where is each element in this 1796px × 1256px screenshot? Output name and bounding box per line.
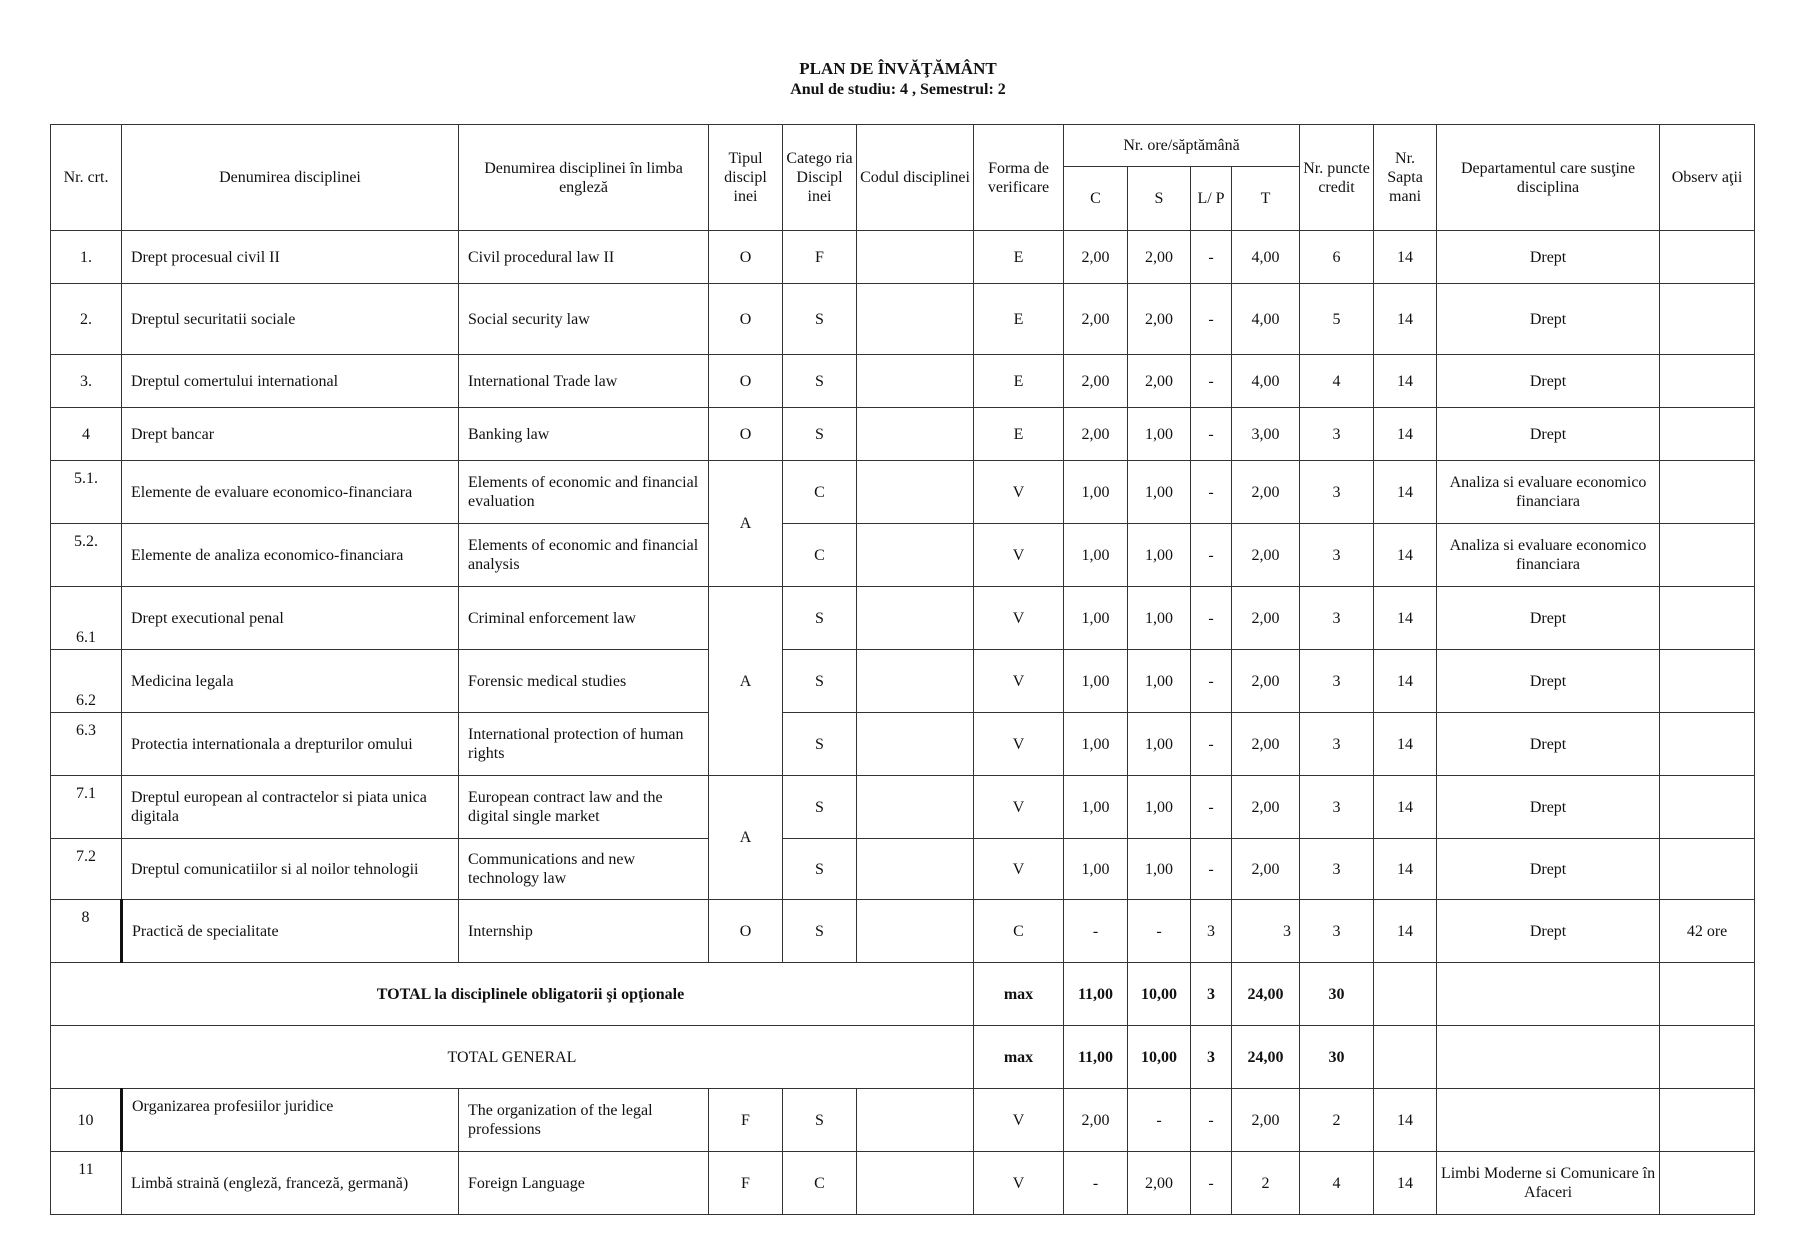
cell-departament: Drept <box>1437 650 1660 713</box>
cell-c: 2,00 <box>1064 1089 1128 1152</box>
cell-nr: 8 <box>51 900 122 963</box>
cell-lp: - <box>1191 461 1232 524</box>
cell-denumire-en: Social security law <box>459 284 709 355</box>
cell-credit: 6 <box>1300 231 1374 284</box>
cell-t: 2,00 <box>1232 461 1300 524</box>
total-general-forma: max <box>974 1026 1064 1089</box>
cell-credit: 3 <box>1300 839 1374 900</box>
cell-lp: - <box>1191 231 1232 284</box>
cell-saptamani: 14 <box>1374 1089 1437 1152</box>
cell-nr: 6.1 <box>51 587 122 650</box>
cell-c: 2,00 <box>1064 231 1128 284</box>
cell-denumire-en: International Trade law <box>459 355 709 408</box>
cell-categoria: S <box>783 587 857 650</box>
cell-nr: 7.2 <box>51 839 122 900</box>
cell-forma: V <box>974 839 1064 900</box>
cell-credit: 3 <box>1300 713 1374 776</box>
cell-tip: O <box>709 284 783 355</box>
cell-denumire: Dreptul comunicatiilor si al noilor tehnologii <box>122 839 459 900</box>
cell-nr: 6.2 <box>51 650 122 713</box>
cell-nr: 1. <box>51 231 122 284</box>
header-ore: Nr. ore/săptămână <box>1064 125 1300 167</box>
curriculum-table <box>50 124 1755 1215</box>
cell-tip: O <box>709 231 783 284</box>
cell-cod <box>857 284 974 355</box>
cell-c: 1,00 <box>1064 839 1128 900</box>
cell-lp: - <box>1191 713 1232 776</box>
total-general-label: TOTAL GENERAL <box>51 1026 974 1089</box>
cell-lp: - <box>1191 355 1232 408</box>
cell-tip: F <box>709 1152 783 1215</box>
cell-tip: F <box>709 1089 783 1152</box>
table-row <box>51 713 1755 776</box>
cell-s: 1,00 <box>1128 650 1191 713</box>
cell-categoria: S <box>783 355 857 408</box>
cell-empty <box>1437 963 1660 1026</box>
cell-forma: V <box>974 650 1064 713</box>
cell-t: 2,00 <box>1232 776 1300 839</box>
cell-categoria: S <box>783 713 857 776</box>
cell-saptamani: 14 <box>1374 408 1437 461</box>
document-title <box>0 58 1796 100</box>
cell-observatii <box>1660 839 1755 900</box>
cell-observatii <box>1660 650 1755 713</box>
cell-s: 2,00 <box>1128 231 1191 284</box>
cell-forma: C <box>974 900 1064 963</box>
cell-lp: - <box>1191 284 1232 355</box>
cell-c: 1,00 <box>1064 713 1128 776</box>
total-general-credit: 30 <box>1300 1026 1374 1089</box>
header-t: T <box>1232 167 1300 231</box>
cell-departament: Drept <box>1437 231 1660 284</box>
cell-saptamani: 14 <box>1374 231 1437 284</box>
cell-forma: V <box>974 1152 1064 1215</box>
cell-denumire: Organizarea profesiilor juridice <box>122 1089 459 1152</box>
cell-credit: 3 <box>1300 776 1374 839</box>
cell-tip: A <box>709 776 783 900</box>
cell-c: 1,00 <box>1064 524 1128 587</box>
cell-cod <box>857 231 974 284</box>
cell-denumire: Protectia internationala a drepturilor omului <box>122 713 459 776</box>
cell-categoria: C <box>783 1152 857 1215</box>
header-nr: Nr. crt. <box>51 125 122 231</box>
cell-departament: Analiza si evaluare economico financiara <box>1437 524 1660 587</box>
cell-credit: 2 <box>1300 1089 1374 1152</box>
cell-tip: A <box>709 461 783 587</box>
cell-saptamani: 14 <box>1374 1152 1437 1215</box>
cell-cod <box>857 900 974 963</box>
cell-observatii <box>1660 1152 1755 1215</box>
table-row <box>51 900 1755 963</box>
cell-s: 1,00 <box>1128 524 1191 587</box>
cell-denumire: Drept bancar <box>122 408 459 461</box>
cell-credit: 3 <box>1300 587 1374 650</box>
cell-categoria: S <box>783 839 857 900</box>
cell-cod <box>857 461 974 524</box>
cell-s: - <box>1128 1089 1191 1152</box>
plan-title: PLAN DE ÎNVĂŢĂMÂNT <box>799 59 997 78</box>
cell-tip: A <box>709 587 783 776</box>
table-row <box>51 1152 1755 1215</box>
cell-forma: E <box>974 408 1064 461</box>
cell-credit: 3 <box>1300 408 1374 461</box>
cell-observatii: 42 ore <box>1660 900 1755 963</box>
cell-departament: Drept <box>1437 713 1660 776</box>
cell-t: 3,00 <box>1232 408 1300 461</box>
cell-t: 2,00 <box>1232 1089 1300 1152</box>
cell-c: 2,00 <box>1064 284 1128 355</box>
cell-t: 2,00 <box>1232 839 1300 900</box>
cell-forma: E <box>974 231 1064 284</box>
cell-s: 1,00 <box>1128 408 1191 461</box>
cell-c: 1,00 <box>1064 461 1128 524</box>
cell-cod <box>857 650 974 713</box>
cell-observatii <box>1660 713 1755 776</box>
header-denumire-en: Denumirea disciplinei în limba engleză <box>459 125 709 231</box>
header-categoria: Catego ria Discipl inei <box>783 125 857 231</box>
cell-forma: V <box>974 587 1064 650</box>
cell-tip: O <box>709 900 783 963</box>
cell-observatii <box>1660 587 1755 650</box>
cell-categoria: S <box>783 650 857 713</box>
total-optional-label: TOTAL la disciplinele obligatorii şi opţionale <box>51 963 974 1026</box>
cell-denumire: Dreptul comertului international <box>122 355 459 408</box>
cell-denumire-en: Elements of economic and financial evaluation <box>459 461 709 524</box>
total-general-row <box>51 1026 1755 1089</box>
total-general-lp: 3 <box>1191 1026 1232 1089</box>
cell-t: 4,00 <box>1232 355 1300 408</box>
cell-categoria: S <box>783 1089 857 1152</box>
table-row <box>51 461 1755 524</box>
table-row <box>51 408 1755 461</box>
cell-c: 2,00 <box>1064 355 1128 408</box>
cell-categoria: S <box>783 408 857 461</box>
cell-saptamani: 14 <box>1374 461 1437 524</box>
table-row <box>51 524 1755 587</box>
cell-lp: - <box>1191 408 1232 461</box>
cell-denumire: Medicina legala <box>122 650 459 713</box>
cell-s: 1,00 <box>1128 839 1191 900</box>
table-row <box>51 231 1755 284</box>
total-optional-row <box>51 963 1755 1026</box>
total-general-c: 11,00 <box>1064 1026 1128 1089</box>
cell-credit: 3 <box>1300 461 1374 524</box>
cell-denumire: Elemente de evaluare economico-financiara <box>122 461 459 524</box>
cell-denumire-en: The organization of the legal professions <box>459 1089 709 1152</box>
cell-denumire-en: Internship <box>459 900 709 963</box>
cell-s: 2,00 <box>1128 355 1191 408</box>
cell-t: 4,00 <box>1232 231 1300 284</box>
cell-departament: Analiza si evaluare economico financiara <box>1437 461 1660 524</box>
cell-c: 1,00 <box>1064 776 1128 839</box>
cell-denumire-en: Banking law <box>459 408 709 461</box>
cell-lp: - <box>1191 776 1232 839</box>
header-cod: Codul disciplinei <box>857 125 974 231</box>
cell-saptamani: 14 <box>1374 284 1437 355</box>
total-optional-s: 10,00 <box>1128 963 1191 1026</box>
cell-cod <box>857 713 974 776</box>
cell-lp: - <box>1191 650 1232 713</box>
cell-observatii <box>1660 284 1755 355</box>
cell-denumire-en: Forensic medical studies <box>459 650 709 713</box>
cell-t: 2,00 <box>1232 650 1300 713</box>
cell-forma: V <box>974 776 1064 839</box>
cell-denumire: Drept procesual civil II <box>122 231 459 284</box>
cell-departament: Drept <box>1437 900 1660 963</box>
table-row <box>51 839 1755 900</box>
cell-observatii <box>1660 776 1755 839</box>
cell-denumire-en: Civil procedural law II <box>459 231 709 284</box>
cell-credit: 3 <box>1300 650 1374 713</box>
cell-credit: 3 <box>1300 524 1374 587</box>
cell-empty <box>1660 963 1755 1026</box>
cell-empty <box>1374 963 1437 1026</box>
cell-saptamani: 14 <box>1374 524 1437 587</box>
header-s: S <box>1128 167 1191 231</box>
total-general-s: 10,00 <box>1128 1026 1191 1089</box>
cell-departament: Drept <box>1437 587 1660 650</box>
cell-forma: V <box>974 713 1064 776</box>
cell-categoria: S <box>783 900 857 963</box>
cell-observatii <box>1660 461 1755 524</box>
cell-forma: E <box>974 284 1064 355</box>
cell-nr: 5.2. <box>51 524 122 587</box>
cell-departament <box>1437 1089 1660 1152</box>
cell-lp: - <box>1191 524 1232 587</box>
cell-departament: Limbi Moderne si Comunicare în Afaceri <box>1437 1152 1660 1215</box>
cell-forma: V <box>974 524 1064 587</box>
cell-categoria: C <box>783 524 857 587</box>
cell-s: 1,00 <box>1128 587 1191 650</box>
cell-cod <box>857 839 974 900</box>
cell-c: 2,00 <box>1064 408 1128 461</box>
table-row <box>51 284 1755 355</box>
header-observatii: Observ aţii <box>1660 125 1755 231</box>
cell-forma: V <box>974 1089 1064 1152</box>
cell-t: 2 <box>1232 1152 1300 1215</box>
table-row <box>51 650 1755 713</box>
cell-departament: Drept <box>1437 408 1660 461</box>
table-row <box>51 776 1755 839</box>
total-general-t: 24,00 <box>1232 1026 1300 1089</box>
header-forma: Forma de verificare <box>974 125 1064 231</box>
plan-subtitle: Anul de studiu: 4 , Semestrul: 2 <box>790 81 1006 98</box>
cell-c: 1,00 <box>1064 650 1128 713</box>
cell-nr: 11 <box>51 1152 122 1215</box>
cell-cod <box>857 524 974 587</box>
cell-denumire-en: Elements of economic and financial analysis <box>459 524 709 587</box>
cell-denumire: Drept executional penal <box>122 587 459 650</box>
cell-credit: 5 <box>1300 284 1374 355</box>
cell-cod <box>857 355 974 408</box>
cell-t: 4,00 <box>1232 284 1300 355</box>
cell-categoria: F <box>783 231 857 284</box>
cell-c: - <box>1064 1152 1128 1215</box>
cell-c: 1,00 <box>1064 587 1128 650</box>
cell-denumire: Elemente de analiza economico-financiara <box>122 524 459 587</box>
header-credit: Nr. puncte credit <box>1300 125 1374 231</box>
cell-credit: 4 <box>1300 355 1374 408</box>
cell-cod <box>857 1152 974 1215</box>
cell-s: - <box>1128 900 1191 963</box>
cell-departament: Drept <box>1437 355 1660 408</box>
cell-lp: - <box>1191 1089 1232 1152</box>
cell-observatii <box>1660 408 1755 461</box>
cell-saptamani: 14 <box>1374 839 1437 900</box>
cell-s: 1,00 <box>1128 713 1191 776</box>
total-optional-lp: 3 <box>1191 963 1232 1026</box>
cell-denumire-en: Criminal enforcement law <box>459 587 709 650</box>
cell-tip: O <box>709 408 783 461</box>
cell-lp: - <box>1191 587 1232 650</box>
cell-denumire: Dreptul european al contractelor si piata unica digitala <box>122 776 459 839</box>
cell-cod <box>857 408 974 461</box>
cell-t: 2,00 <box>1232 713 1300 776</box>
cell-tip: O <box>709 355 783 408</box>
cell-nr: 5.1. <box>51 461 122 524</box>
header-lp: L/ P <box>1191 167 1232 231</box>
table-row <box>51 587 1755 650</box>
cell-saptamani: 14 <box>1374 587 1437 650</box>
cell-observatii <box>1660 1089 1755 1152</box>
header-departament: Departamentul care susţine disciplina <box>1437 125 1660 231</box>
cell-s: 2,00 <box>1128 284 1191 355</box>
cell-empty <box>1660 1026 1755 1089</box>
cell-nr: 10 <box>51 1089 122 1152</box>
cell-categoria: C <box>783 461 857 524</box>
cell-denumire-en: Foreign Language <box>459 1152 709 1215</box>
cell-lp: 3 <box>1191 900 1232 963</box>
cell-nr: 2. <box>51 284 122 355</box>
cell-departament: Drept <box>1437 839 1660 900</box>
cell-cod <box>857 776 974 839</box>
cell-denumire-en: Communications and new technology law <box>459 839 709 900</box>
cell-cod <box>857 1089 974 1152</box>
cell-observatii <box>1660 231 1755 284</box>
cell-observatii <box>1660 524 1755 587</box>
table-row <box>51 1089 1755 1152</box>
cell-denumire: Limbă straină (engleză, franceză, germană) <box>122 1152 459 1215</box>
cell-t: 2,00 <box>1232 587 1300 650</box>
header-saptamani: Nr. Sapta mani <box>1374 125 1437 231</box>
cell-denumire: Dreptul securitatii sociale <box>122 284 459 355</box>
cell-s: 2,00 <box>1128 1152 1191 1215</box>
cell-credit: 4 <box>1300 1152 1374 1215</box>
cell-saptamani: 14 <box>1374 900 1437 963</box>
header-tip: Tipul discipl inei <box>709 125 783 231</box>
cell-saptamani: 14 <box>1374 776 1437 839</box>
total-optional-c: 11,00 <box>1064 963 1128 1026</box>
cell-denumire: Practică de specialitate <box>122 900 459 963</box>
cell-nr: 4 <box>51 408 122 461</box>
cell-credit: 3 <box>1300 900 1374 963</box>
cell-forma: V <box>974 461 1064 524</box>
cell-empty <box>1374 1026 1437 1089</box>
cell-observatii <box>1660 355 1755 408</box>
cell-forma: E <box>974 355 1064 408</box>
cell-cod <box>857 587 974 650</box>
cell-nr: 7.1 <box>51 776 122 839</box>
cell-departament: Drept <box>1437 284 1660 355</box>
cell-t: 3 <box>1232 900 1300 963</box>
total-optional-credit: 30 <box>1300 963 1374 1026</box>
cell-lp: - <box>1191 1152 1232 1215</box>
cell-s: 1,00 <box>1128 776 1191 839</box>
cell-categoria: S <box>783 284 857 355</box>
cell-nr: 6.3 <box>51 713 122 776</box>
total-optional-t: 24,00 <box>1232 963 1300 1026</box>
cell-categoria: S <box>783 776 857 839</box>
cell-saptamani: 14 <box>1374 650 1437 713</box>
cell-denumire-en: International protection of human rights <box>459 713 709 776</box>
cell-nr: 3. <box>51 355 122 408</box>
header-row-1 <box>51 125 1755 167</box>
header-c: C <box>1064 167 1128 231</box>
cell-t: 2,00 <box>1232 524 1300 587</box>
cell-lp: - <box>1191 839 1232 900</box>
cell-saptamani: 14 <box>1374 355 1437 408</box>
cell-departament: Drept <box>1437 776 1660 839</box>
cell-s: 1,00 <box>1128 461 1191 524</box>
table-row <box>51 355 1755 408</box>
cell-c: - <box>1064 900 1128 963</box>
total-optional-forma: max <box>974 963 1064 1026</box>
header-denumire: Denumirea disciplinei <box>122 125 459 231</box>
cell-saptamani: 14 <box>1374 713 1437 776</box>
cell-denumire-en: European contract law and the digital single market <box>459 776 709 839</box>
cell-empty <box>1437 1026 1660 1089</box>
